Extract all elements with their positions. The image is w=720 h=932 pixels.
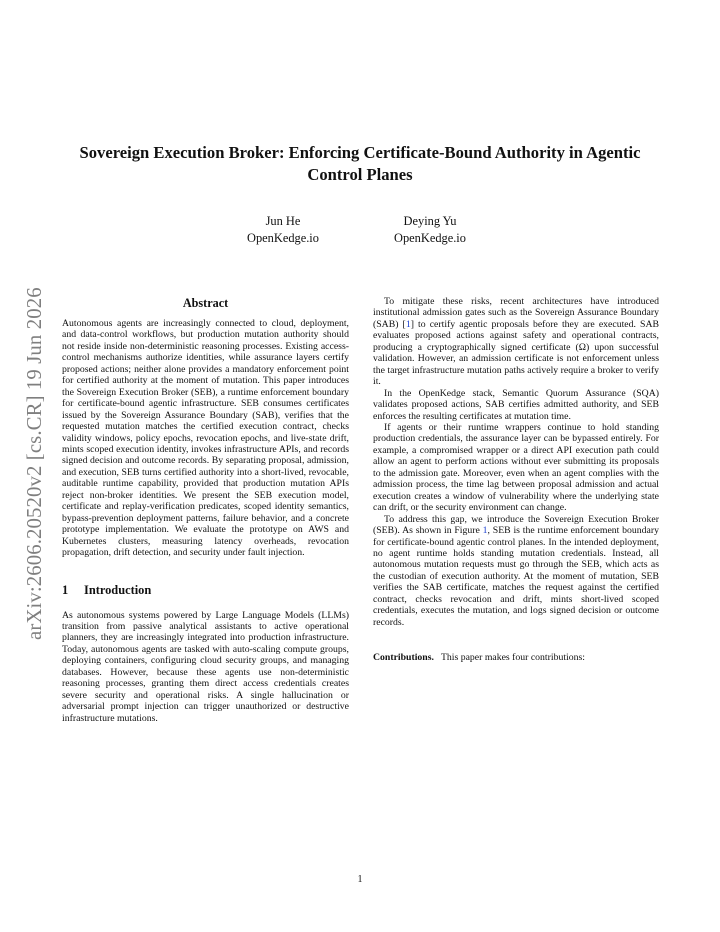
left-column (62, 296, 349, 724)
abstract-body: Autonomous agents are increasingly connected to cloud, deployment, and data-control workflows, but production mutation authority should not reside inside non-deterministic reasoning processes. Existing access-control mechanisms authorize identities, while assurance layers certify proposed actions; neither alone provides a mandatory enforcement point for certified authority at the moment of mutation. This paper introduces the Sovereign Execution Broker (SEB), a runtime enforcement boundary for certificate-bound agentic infrastructure. SEB consumes certificates issued by the Sovereign Assurance Boundary (SAB), verifies that the requested mutation matches the certified execution contract, checks validity windows, policy epochs, revocation epochs, and live-state drift, mints scoped execution identity, invokes infrastructure APIs, and records signed decision and outcome records. By separating proposal, admission, and execution, SEB turns certified authority into a short-lived, revocable, auditable runtime capability, provided that production mutation APIs reject non-broker identities. We present the SEB execution model, certificate and replay-verification predicates, scoped identity semantics, bypass-prevention deployment patterns, failure behavior, and a concrete prototype implementation. We evaluate the prototype on AWS and Kubernetes clusters, measuring latency overheads, revocation propagation, drift detection, and security under fault injection. (62, 318, 349, 559)
section-heading (62, 583, 349, 597)
author-block (218, 213, 348, 247)
page-number: 1 (357, 874, 363, 885)
author-block (365, 213, 495, 247)
contributions-label: Contributions. (373, 652, 434, 664)
intro-paragraph-text: ] to certify agentic proposals before they are executed. SAB evaluates proposed actions against safety and operational contracts, producing a cryptographically signed certificate (Ω) upon successful validation. However, an admission certificate is not enforcement unless the target infrastructure mutation paths actively require a broker to verify it. (373, 318, 659, 388)
right-column (373, 296, 659, 664)
intro-paragraph (373, 388, 659, 422)
abstract-heading: Abstract (182, 296, 229, 310)
intro-paragraph-text: As autonomous systems powered by Large Language Models (LLMs) transition from passive analytical assistants to active operational planners, they are increasingly integrated into production infrastructure. Today, autonomous agents are tasked with auto-scaling compute groups, deploying containers, configuring cloud security groups, and managing databases. However, because these agents use non-deterministic reasoning processes, granting them direct access credentials creates severe security and operational risks. A single hallucination or adversarial prompt injection can trigger unauthorized or destructive infrastructure mutations. (62, 609, 349, 724)
author-name: Deying Yu (403, 214, 457, 228)
intro-paragraph (373, 514, 659, 629)
citation-link[interactable]: 1 (405, 318, 411, 330)
author-affiliation: OpenKedge.io (394, 231, 466, 245)
paper-title: Sovereign Execution Broker: Enforcing Certificate-Bound Authority in Agentic Control Planes (79, 143, 641, 184)
author-name: Jun He (265, 214, 301, 228)
author-affiliation: OpenKedge.io (247, 231, 319, 245)
figure-reference-link[interactable]: 1 (482, 525, 488, 537)
intro-paragraph (373, 296, 659, 388)
intro-paragraph-text: , SEB is the runtime enforcement boundary for certificate-bound agentic control planes. In the intended deployment, no agent runtime holds standing mutation credentials. Instead, all autonomous mutation requests must go through the SEB, which acts as the custodian of execution authority. At the moment of mutation, SEB verifies the SAB certificate, matches the request against the certified contract, checks revocation and drift, mints short-lived scoped credentials, executes the mutation, and logs signed decision or outcome records. (373, 525, 659, 628)
arxiv-stamp: arXiv:2606.20520v2 [cs.CR] 19 Jun 2026 (23, 287, 46, 640)
intro-paragraph (62, 610, 349, 725)
contributions-text: This paper makes four contributions: (440, 652, 586, 664)
section-number: 1 (62, 582, 69, 597)
intro-paragraph-text: To address this gap, we introduce the Sovereign Execution Broker (SEB). As shown in Figure (373, 513, 659, 537)
intro-paragraph-text: To mitigate these risks, recent architectures have introduced institutional admission gates such as the Sovereign Assurance Boundary (SAB) [ (373, 296, 659, 330)
contributions-paragraph (373, 652, 659, 663)
intro-paragraph (373, 422, 659, 514)
intro-paragraph-text: If agents or their runtime wrappers continue to hold standing production credentials, the assurance layer can be bypassed entirely. For example, a compromised wrapper or a direct API execution path could allow an agent to perform actions without ever submitting its proposals to the admission gate. Moreover, even when an agent complies with the admission process, the time lag between proposal admission and actual execution creates a window of vulnerability where the underlying state can drift, or the security environment can change. (373, 421, 659, 514)
section-title: Introduction (84, 582, 152, 597)
intro-paragraph-text: In the OpenKedge stack, Semantic Quorum Assurance (SQA) validates proposed actions, SAB certifies admitted authority, and SEB enforces the resulting certificates at mutation time. (373, 387, 659, 422)
